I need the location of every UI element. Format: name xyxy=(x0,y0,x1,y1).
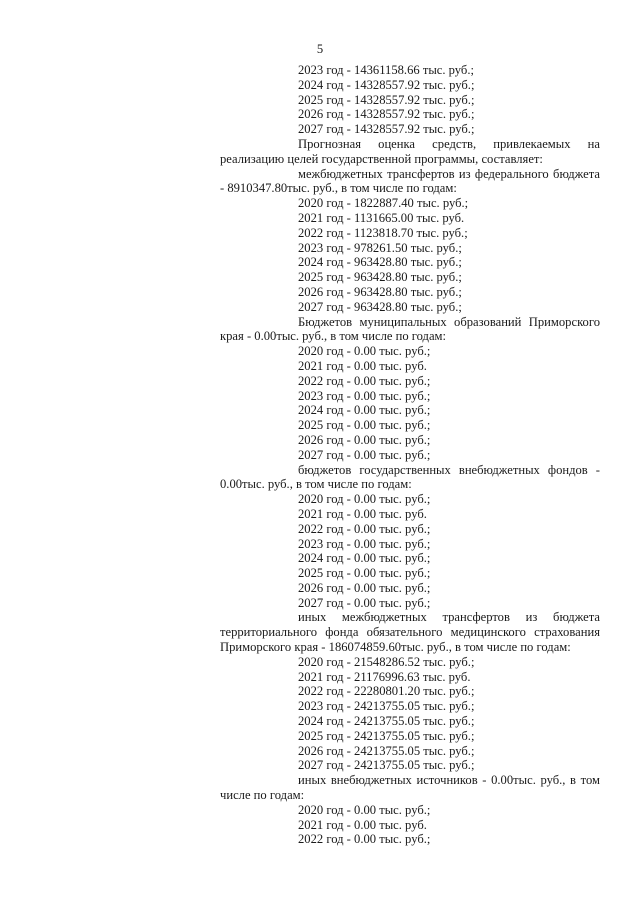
funding-paragraph: бюджетов государственных внебюджетных фондов - 0.00тыс. руб., в том числе по годам: xyxy=(220,462,600,492)
funding-paragraph: Прогнозная оценка средств, привлекаемых на реализацию целей государственной программы, составляет: xyxy=(220,136,600,166)
year-amount-line: 2022 год - 0.00 тыс. руб.; xyxy=(298,521,431,536)
year-amount-line: 2025 год - 963428.80 тыс. руб.; xyxy=(298,270,462,285)
year-amount-line: 2024 год - 24213755.05 тыс. руб.; xyxy=(298,714,475,729)
year-amount-line: 2020 год - 1822887.40 тыс. руб.; xyxy=(298,196,469,211)
year-amount-line: 2026 год - 963428.80 тыс. руб.; xyxy=(298,284,462,299)
year-amount-line: 2020 год - 21548286.52 тыс. руб.; xyxy=(298,654,475,669)
year-amount-line: 2025 год - 0.00 тыс. руб.; xyxy=(298,418,431,433)
year-amount-line: 2026 год - 14328557.92 тыс. руб.; xyxy=(298,107,475,122)
year-amount-line: 2024 год - 963428.80 тыс. руб.; xyxy=(298,255,462,270)
year-amount-line: 2025 год - 14328557.92 тыс. руб.; xyxy=(298,92,475,107)
year-amount-line: 2024 год - 0.00 тыс. руб.; xyxy=(298,551,431,566)
year-amount-line: 2026 год - 0.00 тыс. руб.; xyxy=(298,432,431,447)
year-amount-line: 2023 год - 0.00 тыс. руб.; xyxy=(298,388,431,403)
year-amount-line: 2024 год - 0.00 тыс. руб.; xyxy=(298,403,431,418)
funding-paragraph: иных внебюджетных источников - 0.00тыс. руб., в том числе по годам: xyxy=(220,773,600,803)
year-amount-line: 2020 год - 0.00 тыс. руб.; xyxy=(298,344,431,359)
year-amount-line: 2022 год - 0.00 тыс. руб.; xyxy=(298,373,431,388)
year-amount-line: 2025 год - 24213755.05 тыс. руб.; xyxy=(298,728,475,743)
year-amount-line: 2020 год - 0.00 тыс. руб.; xyxy=(298,802,431,817)
year-amount-line: 2023 год - 0.00 тыс. руб.; xyxy=(298,536,431,551)
year-amount-line: 2021 год - 0.00 тыс. руб. xyxy=(298,817,427,832)
year-amount-line: 2022 год - 22280801.20 тыс. руб.; xyxy=(298,684,475,699)
year-amount-line: 2021 год - 21176996.63 тыс. руб. xyxy=(298,669,471,684)
year-amount-line: 2021 год - 0.00 тыс. руб. xyxy=(298,358,427,373)
year-amount-line: 2021 год - 1131665.00 тыс. руб. xyxy=(298,210,465,225)
year-amount-line: 2022 год - 1123818.70 тыс. руб.; xyxy=(298,225,468,240)
year-amount-line: 2027 год - 14328557.92 тыс. руб.; xyxy=(298,122,475,137)
year-amount-line: 2023 год - 978261.50 тыс. руб.; xyxy=(298,240,462,255)
funding-paragraph: Бюджетов муниципальных образований Приморского края - 0.00тыс. руб., в том числе по годам: xyxy=(220,314,600,344)
funding-paragraph: иных межбюджетных трансфертов из бюджета территориального фонда обязательного медицинского страхования Приморского края - 186074859.60тыс. руб., в том числе по годам: xyxy=(220,610,600,655)
year-amount-line: 2026 год - 24213755.05 тыс. руб.; xyxy=(298,743,475,758)
year-amount-line: 2023 год - 14361158.66 тыс. руб.; xyxy=(298,63,474,77)
page-number: 5 xyxy=(316,42,324,56)
year-amount-line: 2027 год - 963428.80 тыс. руб.; xyxy=(298,299,462,314)
year-amount-line: 2027 год - 24213755.05 тыс. руб.; xyxy=(298,758,475,773)
year-amount-line: 2023 год - 24213755.05 тыс. руб.; xyxy=(298,699,475,714)
year-amount-line: 2027 год - 0.00 тыс. руб.; xyxy=(298,447,431,462)
year-amount-line: 2020 год - 0.00 тыс. руб.; xyxy=(298,492,431,507)
year-amount-line: 2022 год - 0.00 тыс. руб.; xyxy=(298,832,431,847)
funding-paragraph: межбюджетных трансфертов из федерального бюджета - 8910347.80тыс. руб., в том числе по годам: xyxy=(220,166,600,196)
year-amount-line: 2025 год - 0.00 тыс. руб.; xyxy=(298,566,431,581)
year-amount-line: 2027 год - 0.00 тыс. руб.; xyxy=(298,595,431,610)
year-amount-line: 2024 год - 14328557.92 тыс. руб.; xyxy=(298,77,475,92)
year-amount-line: 2021 год - 0.00 тыс. руб. xyxy=(298,506,427,521)
document-body xyxy=(220,63,600,847)
year-amount-line: 2026 год - 0.00 тыс. руб.; xyxy=(298,580,431,595)
